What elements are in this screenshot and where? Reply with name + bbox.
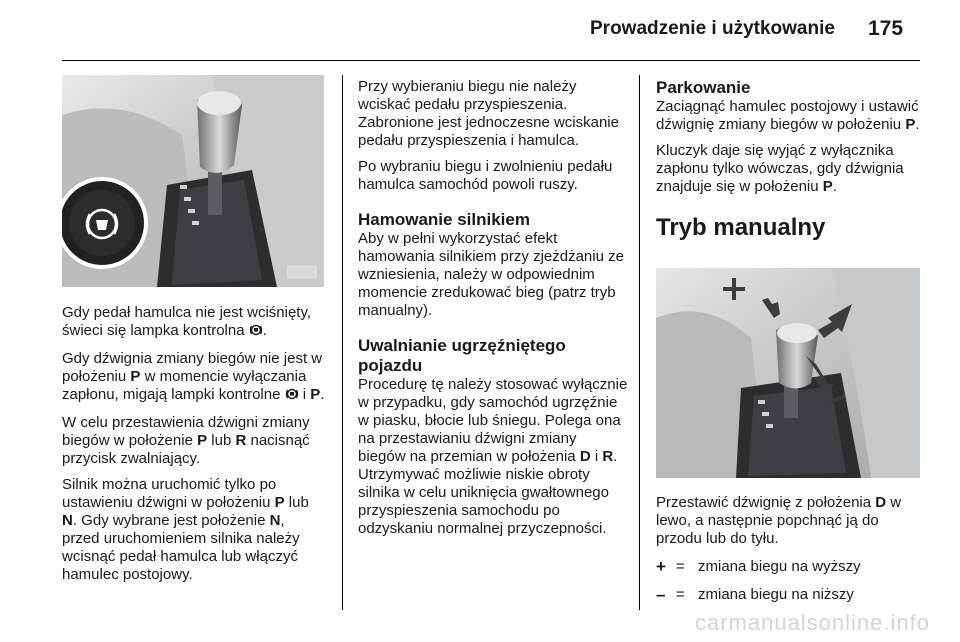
gear-selector-illustration [62, 75, 324, 287]
minus-symbol: – [656, 585, 666, 604]
column-3-lower-text [656, 494, 926, 604]
column-2-text [358, 78, 628, 546]
page-number: 175 [868, 17, 904, 40]
section-heading: Parkowanie [656, 78, 751, 97]
paragraph: Przy wybieraniu biegu nie należy wciskać pedału przyspieszenia. Zabronione jest jednoczesne wciskanie pedału przyspieszenia i hamulca. [358, 78, 619, 149]
column-3-text [656, 78, 926, 252]
header-rule [62, 60, 920, 61]
manual-mode-photo [656, 268, 920, 478]
watermark: carmanualsonline.info [694, 610, 930, 635]
column-divider [342, 75, 343, 610]
legend-row: + = zmiana biegu na wyższy [656, 557, 861, 576]
paragraph: Silnik można uruchomić tylko po ustawieniu dźwigni w położeniu P lub N. Gdy wybrane jest położenie N, przed uruchomieniem silnika należy wcisnąć pedał hamulca lub włączyć hamulec postojowy. [62, 476, 309, 583]
paragraph: W celu przestawienia dźwigni zmiany biegów w położenie P lub R nacisnąć przycisk zwalniający. [62, 414, 310, 467]
brake-warning-icon [249, 323, 263, 342]
legend-text: zmiana biegu na niższy [698, 586, 854, 603]
brake-warning-icon [80, 202, 124, 246]
gear-selector-photo [62, 75, 324, 287]
paragraph: Przestawić dźwignię z położenia D w lewo, a następnie popchnąć ją do przodu lub do tyłu. [656, 494, 902, 547]
paragraph: Gdy dźwignia zmiany biegów nie jest w położeniu P w momencie wyłączania zapłonu, migają lampki kontrolne i P. [62, 350, 326, 406]
paragraph: Zaciągnąć hamulec postojowy i ustawić dźwignię zmiany biegów w położeniu P. [656, 98, 920, 133]
manual-mode-illustration [656, 268, 920, 478]
paragraph: Procedurę tę należy stosować wyłącznie w przypadku, gdy samochód ugrzęźnie w piasku, błocie lub śniegu. Polega ona na przestawianiu dźwigni zmiany biegów na przemian w położenia D i R. Utrzymywać możliwie niskie obroty silnika w celu uniknięcia gwałtownego przyspieszenia samochodu po odzyskaniu normalnej przyczepności. [358, 376, 628, 537]
paragraph: Po wybraniu biegu i zwolnieniu pedału hamulca samochód powoli ruszy. [358, 158, 613, 193]
column-1-text [62, 304, 326, 592]
plus-symbol: + [656, 557, 666, 576]
paragraph: Kluczyk daje się wyjąć z wyłącznika zapłonu tylko wówczas, gdy dźwignia znajduje się w położeniu P. [656, 142, 904, 195]
header-title: Prowadzenie i użytkowanie [590, 18, 835, 39]
column-divider [639, 75, 640, 610]
legend-text: zmiana biegu na wyższy [698, 558, 861, 575]
section-heading: Uwalnianie ugrzęźniętego pojazdu [358, 336, 566, 375]
chapter-heading: Tryb manualny [656, 214, 826, 241]
paragraph: Gdy pedał hamulca nie jest wciśnięty, świeci się lampka kontrolna . [62, 304, 326, 342]
section-heading: Hamowanie silnikiem [358, 210, 530, 229]
brake-warning-icon [285, 387, 299, 406]
legend-row: – = zmiana biegu na niższy [656, 585, 854, 604]
paragraph: Aby w pełni wykorzystać efekt hamowania silnikiem przy zjeżdżaniu ze wzniesienia, należy w odpowiednim momencie zredukować bieg (patrz tryb manualny). [358, 230, 624, 319]
